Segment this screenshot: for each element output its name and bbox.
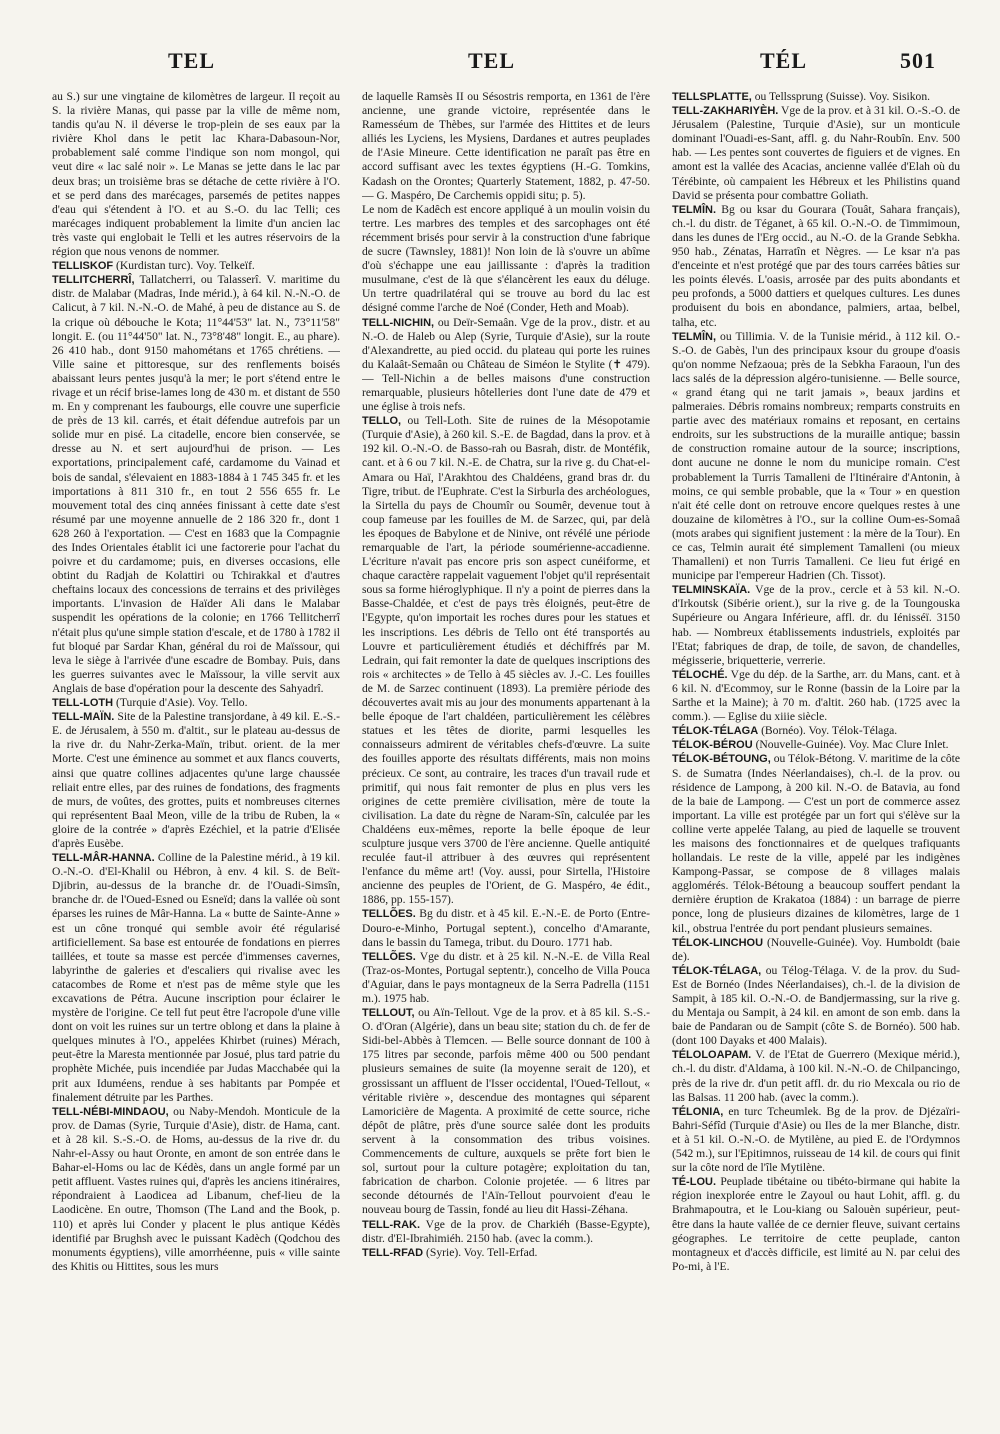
- entry-text: (Nouvelle-Guinée). Voy. Humboldt (baie de).: [672, 935, 960, 963]
- dictionary-entry: [672, 583, 960, 668]
- column-left: [52, 90, 340, 1420]
- dictionary-entry: [362, 950, 650, 1006]
- entry-text: ou Deïr-Semaân. Vge de la prov., distr. et au N.-O. de Haleb ou Alep (Syrie, Turquie d'Asie), sur la route d'Alexandrette, au pied occid. du plateau qui porte les ruines du Kalaât-Semaân ou Château de Siméon le Stylite (✝ 479). — Tell-Nichin a de belles maisons d'une construction remarquable, plusieurs hôtelleries dont l'une date de 479 et une église à trois nefs.: [362, 315, 650, 414]
- entry-text: Tallatcherri, ou Talasserî. V. maritime du distr. de Malabar (Madras, Inde mérid.), à 64 kil. N.-N.-O. de Calicut, à 7 kil. N.-N.-O. de Mahé, à peu de distance au S. de la crique où débouche le Kota; 11°44'53" lat. N., 73°11'58" longit. E. (ou 11°44'50" lat. N., 73°8'48" longit. E., au phare). 26 410 hab., dont 9150 mahométans et 1765 chrétiens. — Ville saine et pittoresque, sur des renflements boisés abaissant leurs pentes jusqu'à la mer; le port s'étend entre le rivage et un récif brise-lames long de 430 m. et distant de 550 m. En y comprenant les faubourgs, elle couvre une superficie de près de 13 kil. carrés, et était défendue autrefois par un solide mur en pisé. La citadelle, encore bien conservée, se dresse au N. et sert aujourd'hui de prison. — Les exportations, principalement café, cardamome du Vainad et bois de sandal, s'élevaient en 1883-1884 à 1 745 345 fr. et les importations à 811 310 fr., en tout 2 556 655 fr. Le mouvement total des cinq années finissant à cette date s'est résumé par une moyenne annuelle de 2 186 320 fr., dont 1 628 260 à l'exportation. — C'est en 1683 que la Compagnie des Indes Orientales établit ici une factorerie pour l'achat du poivre et du cardamome; puis, en diverses occasions, elle obtint du Radjah de Kolattiri ou Tchirakkal et d'autres cheftains locaux des concessions de terrains et des privilèges importants. L'invasion de Haïder Ali dans le Malabar suspendit les opérations de la colonie; en 1766 Tellitcherrî n'était plus qu'une simple station d'escale, et de 1780 à 1782 il fut bloqué par Sardar Khan, général du roi de Maïssour, qui leva le siège à l'arrivée d'une escadre de Bombay. Puis, dans les guerres suivantes avec le Maïssour, la ville servit aux Anglais de base d'opération pour la descente des Sahyadrî.: [52, 273, 340, 695]
- dictionary-entry: [672, 203, 960, 330]
- entry-text: (Syrie). Voy. Tell-Erfad.: [423, 1245, 538, 1259]
- entry-headword: TELLO,: [362, 415, 402, 428]
- dictionary-entry: [52, 1105, 340, 1274]
- header-center-title: TEL: [468, 48, 516, 73]
- dictionary-entry: [672, 936, 960, 964]
- running-head: [0, 48, 1000, 84]
- dictionary-entry: [52, 851, 340, 1105]
- entry-text: de laquelle Ramsès II ou Sésostris remporta, en 1361 de l'ère ancienne, une grande victoire, représentée dans le Ramesséum de Thèbes, sur l'armée des Hittites et de leurs alliés les Lyciens, les Mysiens, Dardanes et autres peuplades de l'Asie Mineure. Cette identification ne paraît pas être en accord suffisant avec les textes égyptiens (H.-G. Tomkins, Kadash on the Orontes; Quarterly Statement, 1882, p. 47-50. — G. Maspéro, De Carchemis oppidi situ; p. 5).: [362, 90, 650, 202]
- entry-headword: TÉLOK-BÉROU: [672, 739, 753, 752]
- entry-headword: TELL-RFAD: [362, 1246, 424, 1259]
- entry-continuation: [362, 90, 650, 203]
- entry-headword: TELLISKOF: [52, 260, 114, 273]
- dictionary-entry: [362, 414, 650, 907]
- entry-text: (Bornéo). Voy. Télok-Télaga.: [758, 724, 898, 738]
- entry-headword: TÉLOK-TÉLAGA: [672, 725, 759, 738]
- entry-headword: TELL-MAÏN.: [52, 711, 115, 724]
- dictionary-entry: [672, 964, 960, 1049]
- entry-text: ou Tell-Loth. Site de ruines de la Mésopotamie (Turquie d'Asie), à 260 kil. S.-E. de Bagdad, dans la prov. et à 192 kil. O.-N.-O. de Basso-rah ou Basrah, distr. de Montéfik, cant. et à 6 ou 7 kil. N.-E. de Chatra, sur la rive g. du Chat-el-Amara ou Haï, l'Arakhtou des Chaldéens, grand bras dr. du Tigre, tribut. de l'Euphrate. C'est la Sirburla des archéologues, la Sirtella du pays de Choumîr ou Soumêr, devenue tout à coup fameuse par les fouilles de M. de Sarzec, qui, par delà les époques de Babylone et de Ninive, ont révélé une période remarquable de l'art, la période soumérienne-accadienne. L'écriture n'avait pas encore pris son aspect cunéiforme, et chaque caractère rappelait vaguement l'objet qu'il représentait sous sa forme hiéroglyphique. Il n'y a point de pierres dans la Basse-Chaldée, et c'est de pays très éloignés, peut-être de l'Egypte, qu'on importait les roches dures pour les statues et les inscriptions. Les débris de Tello ont été transportés au Louvre et particulièrement étudiés et déchiffrés par M. Ledrain, qui fait remonter la date de quelques inscriptions des rois « architectes » de Tello à 45 siècles av. J.-C. Les fouilles de M. de Sarzec continuent (1893). La première période des découvertes avait mis au jour des monuments appartenant à la belle époque de l'art chaldéen, particulièrement les célèbres statues et les têtes de diorite, parmi lesquelles les connaisseurs admirent de véritables chefs-d'œuvre. La suite des fouilles apporte des résultats différents, mais non moins précieux. Ce sont, au contraire, les traces d'un travail rude et primitif, qui nous fait remonter de plus en plus vers les origines de cette première civilisation, mère de toute la civilisation. La date du règne de Naram-Sîn, calculée par les Chaldéens eux-mêmes, reporte la belle époque de leur sculpture jusque vers 3700 de l'ère ancienne. Quelle antiquité reculée faut-il attribuer à des œuvres qui représentent l'enfance du même art! (Voy. aussi, pour Sirtella, l'Histoire ancienne des peuples de l'Orient, de G. Maspéro, 4e édit., 1886, pp. 155-157).: [362, 414, 650, 907]
- entry-headword: TELL-LOTH: [52, 697, 114, 710]
- entry-text: (Turquie d'Asie). Voy. Tello.: [113, 696, 248, 710]
- text-columns: [52, 90, 960, 1420]
- column-middle: [362, 90, 650, 1420]
- header-right-title: TÉL: [760, 48, 808, 73]
- entry-text: ou Télog-Télaga. V. de la prov. du Sud-Est de Bornéo (Indes Néerlandaises), ch.-l. de la division de Sampit, à 185 kil. O.-N.-O. de Bandjermassing, sur la rive g. du Mentaja ou Sampit, à 24 kil. en amont de son emb. dans la baie de Pandaran ou de Sampit (côte S. de Bornéo). 500 hab. (dont 100 Dayaks et 400 Malais).: [672, 963, 960, 1048]
- entry-headword: TELLITCHERRÎ,: [52, 274, 135, 287]
- dictionary-entry: [672, 1048, 960, 1104]
- dictionary-entry: [672, 668, 960, 724]
- dictionary-entry: [362, 907, 650, 949]
- entry-text: ou Naby-Mendoh. Monticule de la prov. de Damas (Syrie, Turquie d'Asie), distr. de Hama, cant. et à 28 kil. S.-S.-O. de Homs, au-dessus de la rive dr. du Nahr-el-Assy ou haut Oronte, en amont de son entrée dans le Bahar-el-Homs ou lac de Kédès, dans un angle formé par un petit affluent. Vastes ruines qui, d'après les anciens itinéraires, répondraient à Laodicea ad Libanum, chef-lieu de la Laodicène. En outre, Thomson (The Land and the Book, p. 110) et après lui Conder y placent le plus antique Kédès identifié par Brughsh avec le puissant Kadèch (Qodchou des monuments égyptiens), ville amorrhéenne, puis « ville sainte des Khitis ou Hittites, sous les murs: [52, 1104, 340, 1273]
- entry-text: ou Tillimia. V. de la Tunisie mérid., à 112 kil. O.-S.-O. de Gabès, l'un des principaux ksour du groupe d'oasis qu'on nomme Nefzaoua; près de la Sebkha Faraoun, l'un des lacs salés de la dépression algéro-tunisienne. — Belle source, « grand étang qui ne tarit jamais », beaux jardins et palmeraies. Débris romains nombreux; remparts construits en partie avec des matériaux romains et reposant, en certains endroits, sur les substructions de la muraille antique; bassin de construction romaine autour de la source; inscriptions, dont aucune ne donne le nom du municipe romain. C'est probablement la Turris Tamalleni de l'Itinéraire d'Antonin, à moins, ce qui semble probable, que la « Tour » en question n'ait été celle dont on retrouve encore quelques restes à une douzaine de kilomètres à l'O., sur la colline Oum-es-Somaâ (mots arabes qui signifient justement : la mère de la Tour). En ce cas, Telmin aurait été simplement Tamalleni (ou mieux Thamalleni) et non Turris Tamalleni. Ce lieu fut érigé en municipe par l'empereur Hadrien (Ch. Tissot).: [672, 329, 960, 583]
- dictionary-entry: [672, 104, 960, 203]
- dictionary-entry: [672, 90, 960, 104]
- entry-headword: TELMÎN.: [672, 203, 716, 216]
- dictionary-entry: [52, 259, 340, 273]
- entry-text: en turc Tcheumlek. Bg de la prov. de Djézaïri-Bahri-Séfîd (Turquie d'Asie) ou Iles de la mer Blanche, distr. et à 51 kil. O.-N.-O. de Mytilène, au pied E. de l'Ordymnos (542 m.), sur l'Epitimnos, ruisseau de 14 kil. de cours qui finit sur la côte nord de l'île Mytilène.: [672, 1104, 960, 1175]
- entry-headword: TÉLONIA,: [672, 1105, 724, 1118]
- entry-headword: TELMINSKAÏA.: [672, 584, 751, 597]
- entry-text: ou Aïn-Tellout. Vge de la prov. et à 85 kil. S.-S.-O. d'Oran (Algérie), dans un beau site; station du ch. de fer de Sidi-bel-Abbès à Tlemcen. — Belle source donnant de 100 à 175 litres par seconde, parfois même 400 ou 500 pendant plusieurs semaines de suite (la moyenne serait de 120), et grossissant un affluent de l'Isser occidental, l'Oued-Tellout, « véritable rivière », descendue des montagnes qui séparent Lamoricière de Magenta. A proximité de cette source, riche dépôt de plâtre, près d'une source salée dont les produits servent à la consommation des tribus voisines. Commencements de culture, auxquels se prête fort bien le sol, surtout pour la culture potagère; exploitation du tan, fabrication de charbon. Colonie projetée. — 6 litres par seconde détournés de l'Aïn-Tellout pourvoient d'eau le nouveau bourg de Tassin, fondé au lieu dit Hassi-Zéhana.: [362, 1006, 650, 1217]
- page-number: 501: [900, 48, 936, 73]
- entry-text: Site de la Palestine transjordane, à 49 kil. E.-S.-E. de Jérusalem, à 550 m. d'altit., sur le plateau au-dessus de la rive dr. du Nahr-Zerka-Maïn, tribut. orient. de la mer Morte. C'est une éminence au sommet et aux flancs couverts, ainsi que quatre collines adjacentes qu'une large chaussée reliait entre elles, par des ruines de fondations, des fragments de murs, de voûtes, des grottes, puits et nombreuses citernes qui représentent Baal Meon, ville de la tribu de Ruben, la « gloire de la contrée » d'après Ezéchiel, et la patrie d'Elisée d'après Eusèbe.: [52, 710, 340, 850]
- dictionary-entry: [672, 330, 960, 584]
- entry-continuation: [52, 90, 340, 259]
- entry-text: Vge de la prov. et à 31 kil. O.-S.-O. de Jérusalem (Palestine, Turquie d'Asie), sur un monticule dominant l'Ouadi-es-Sant, affl. g. du Nahr-Roubîn. Env. 500 hab. — Les pentes sont couvertes de figuiers et de vignes. En amont est la vallée des Acacias, ancienne vallée d'Elah où du Térébinte, où campaient les Hébreux et les Philistins quand David se présenta pour combattre Goliath.: [672, 104, 960, 202]
- dictionary-entry: [672, 738, 960, 752]
- entry-text: Vge du dép. de la Sarthe, arr. du Mans, cant. et à 6 kil. N. d'Ecommoy, sur le Ronne (bassin de la Loire par la Sarthe et la Maine); à 70 m. d'altit. 260 hab. (1725 avec la comm.). — Eglise du xiiie siècle.: [672, 667, 960, 724]
- entry-headword: TÉLOK-TÉLAGA,: [672, 964, 762, 977]
- entry-text: Le nom de Kadêch est encore appliqué à un moulin voisin du tertre. Les marbres des temples et des sarcophages ont été récemment brisés pour servir à la construction d'une fabrique de sucre (Tawnsley, 1881)! Non loin de là s'ouvre un abîme d'où s'échappe une eau jaillissante : d'après la tradition musulmane, c'est de là que s'élancèrent les eaux du déluge. Un tertre quadrilatéral qui se trouve au bord du lac est désigné comme l'arche de Noé (Conder, Heth and Moab).: [362, 202, 650, 315]
- dictionary-entry: [672, 752, 960, 935]
- entry-text: (Kurdistan turc). Voy. Telkeïf.: [113, 259, 255, 273]
- entry-text: V. de l'Etat de Guerrero (Mexique mérid.), ch.-l. du distr. d'Aldama, à 100 kil. N.-N.-O. de Chilpancingo, près de la rive dr. d'un petit affl. dr. du rio Mexcala ou rio de las Balsas. 11 200 hab. (avec la comm.).: [672, 1048, 960, 1104]
- entry-headword: TELL-ZAKHARIYÈH.: [672, 105, 779, 118]
- entry-text: Colline de la Palestine mérid., à 19 kil. O.-N.-O. d'El-Khalil ou Hébron, à env. 4 kil. S. de Beït-Djibrin, au-dessus de la branche dr. de l'Ouadi-Simsîn, branche dr. de l'Oued-Esned ou Esneïd; dans la vallée où sont éparses les ruines de Mâr-Hanna. La « butte de Sainte-Anne » est un cône tronqué qui semble avoir été régularisé artificiellement. Sa base est entourée de fondations en pierres taillées, et toute sa masse est percée d'immenses cavernes, labyrinthe de galeries et d'escaliers qui rivalise avec les catacombes de Rome et n'est pas de même style que les excavations de Pétra. Aucune inscription pour éclairer le mystère de l'origine. Ce tell fut peut être l'acropole d'une ville dont on voit les ruines sur un tertre oblong et dans la plaine à quelques minutes à l'O., appelées Khirbet (ruines) Mérach, peut-être la Maresta mentionnée par Josué, plus tard patrie du prophète Michée, puis incendiée par Judas Macchabée qui la prit aux Iduméens, rendue à ses habitants par Pompée et finalement détruite par les Parthes.: [52, 851, 340, 1104]
- entry-text: au S.) sur une vingtaine de kilomètres de largeur. Il reçoit au S. la rivière Manas, qui passe par la ville de même nom, tandis qu'au N. il déverse le trop-plein de ses eaux par la rivière Khol dans le petit lac Khara-Dabasoun-Nor, probablement salé comme l'indique son nom mongol, qui veut dire « lac salé noir ». Le Manas se jette dans le lac par deux bras; un troisième bras se détache de cette rivière à l'O. et se perd dans des marécages, parsemés de petites nappes d'eau qui s'étendent à l'O. et au S.-O. du lac Telli; ces marécages indiquent probablement la limite d'un ancien lac très vaste qui englobait le Telli et les autres réservoirs de la région que nous venons de nommer.: [52, 90, 340, 259]
- dictionary-entry: [672, 724, 960, 738]
- entry-headword: TÉLOCHÉ.: [672, 668, 728, 681]
- entry-text: Bg ou ksar du Gourara (Touât, Sahara français), ch.-l. du distr. de Téganet, à 65 kil. O.-N.-O. de Timmimoun, dans les dunes de l'Erg occid., au N.-O. de la Grande Sebkha. 950 hab., Zénatas, Harratîn et Nègres. — Le ksar n'a pas d'enceinte et n'est protégé que par des tours carrées bâties sur les points élevés. L'oasis, arrosée par des puits abondants et peu profonds, a 5000 dattiers et quelques cultures. Les dunes produisent du bois en abondance, palmiers, artaa, belbel, talha, etc.: [672, 202, 960, 329]
- entry-headword: TELL-NICHIN,: [362, 316, 435, 329]
- header-left-title: TEL: [168, 48, 216, 73]
- entry-headword: TELLÕES.: [362, 950, 416, 963]
- entry-continuation: [362, 203, 650, 316]
- dictionary-entry: [52, 710, 340, 851]
- entry-headword: TELMÎN,: [672, 330, 716, 343]
- entry-headword: TÉLOK-LINCHOU: [672, 936, 764, 949]
- dictionary-entry: [362, 1246, 650, 1260]
- entry-headword: TÉ-LOU.: [672, 1176, 716, 1189]
- dictionary-entry: [52, 696, 340, 710]
- entry-headword: TELLSPLATTE,: [672, 91, 752, 103]
- entry-text: Vge de la prov. de Charkiéh (Basse-Egypte), distr. d'El-Ibrahimiéh. 2150 hab. (avec la comm.).: [362, 1217, 650, 1245]
- dictionary-entry: [362, 1218, 650, 1246]
- entry-text: Vge du distr. et à 25 kil. N.-N.-E. de Villa Real (Traz-os-Montes, Portugal septentr.), concelho de Villa Pouca d'Aguiar, dans le pays montagneux de la Serra Padrella (1151 m.). 1975 hab.: [362, 949, 650, 1005]
- entry-text: ou Télok-Bétong. V. maritime de la côte S. de Sumatra (Indes Néerlandaises), ch.-l. de la prov. ou résidence de Lampong, à 200 kil. N.-O. de Batavia, au fond de la baie de Lampong. — C'est un port de commerce assez important. La ville est protégée par un fort qui s'élève sur la colline verte appelée Talang, au pied de laquelle se trouvent les maisons des fonctionnaires et de quelques trafiquants hollandais. Le reste de la ville, appelé par les indigènes Kampong-Passar, se compose de 8 villages malais agglomérés. Télok-Bétoung a beaucoup souffert pendant la dernière éruption de Krakatoa (1884) : un barrage de pierre ponce, long de plusieurs dizaines de kilomètres, large de 1 kil., obstrua l'entrée du port pendant plusieurs semaines.: [672, 752, 960, 935]
- entry-headword: TÉLOLOAPAM.: [672, 1049, 752, 1062]
- entry-headword: TÉLOK-BÉTOUNG,: [672, 753, 771, 766]
- entry-headword: TELLÕES.: [362, 908, 416, 921]
- entry-text: Bg du distr. et à 45 kil. E.-N.-E. de Porto (Entre-Douro-e-Minho, Portugal septent.), concelho d'Amarante, dans le bassin du Tamega, tribut. du Douro. 1771 hab.: [362, 907, 650, 949]
- dictionary-entry: [52, 273, 340, 696]
- entry-headword: TELL-NÉBI-MINDAOU,: [52, 1105, 169, 1118]
- column-right: [672, 90, 960, 1420]
- entry-text: ou Tellssprung (Suisse). Voy. Sisikon.: [751, 90, 931, 103]
- entry-text: Vge de la prov., cercle et à 53 kil. N.-O. d'Irkoutsk (Sibérie orient.), sur la rive g. de la Toungouska Supérieure ou Angara Inférieure, affl. dr. du Iénisséï. 3150 hab. — Nombreux établissements industriels, exploités par l'Etat; fabriques de drap, de toile, de savon, de chandelles, mégisserie, briquetterie, verrerie.: [672, 583, 960, 667]
- dictionary-entry: [362, 1006, 650, 1217]
- entry-text: Peuplade tibétaine ou tibéto-birmane qui habite la région inexplorée entre le Zayoul ou haut Lohit, affl. g. du Brahmapoutra, et le Lou-kiang ou Salouèn supérieur, peut-être dans la haute vallée de ce dernier fleuve, suivant certains géographes. Le territoire de cette peuplade, canton montagneux et d'accès difficile, est limité au N. par celui des Po-mi, à l'E.: [672, 1175, 960, 1273]
- entry-headword: TELL-MÂR-HANNA.: [52, 852, 155, 865]
- entry-headword: TELLOUT,: [362, 1007, 415, 1020]
- dictionary-entry: [362, 316, 650, 415]
- entry-text: (Nouvelle-Guinée). Voy. Mac Clure Inlet.: [752, 738, 949, 752]
- entry-headword: TELL-RAK.: [362, 1218, 421, 1231]
- dictionary-entry: [672, 1105, 960, 1175]
- dictionary-entry: [672, 1175, 960, 1274]
